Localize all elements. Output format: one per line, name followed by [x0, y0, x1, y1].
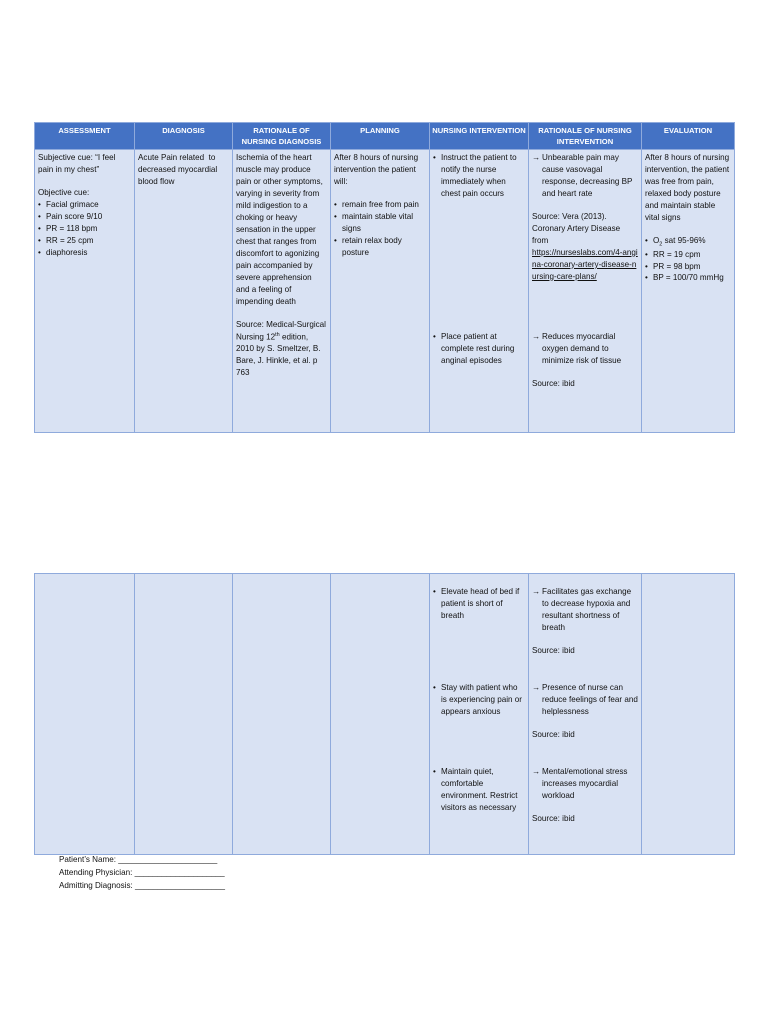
rationale-diagnosis-cell: [233, 574, 331, 855]
admitting-diagnosis-line: Admitting Diagnosis: ____________________: [59, 881, 226, 891]
intervention-item: • Place patient at complete rest during anginal episodes: [433, 332, 515, 365]
planning-intro: After 8 hours of nursing intervention the patient will:: [334, 153, 419, 186]
rationale-source: Source: Vera (2013). Coronary Artery Disease from: [532, 211, 621, 245]
header-evaluation: EVALUATION: [642, 123, 735, 150]
diagnosis-cell: [135, 150, 233, 433]
rationale-item: → Presence of nurse can reduce feelings of fear and helplessness Source: ibid: [532, 683, 641, 739]
header-rationale-intervention: RATIONALE OF NURSING INTERVENTION: [529, 123, 642, 150]
rationale-source: Source: ibid: [532, 645, 575, 655]
rationale-intervention-cell: [529, 150, 642, 433]
rationale-diagnosis-text: Ischemia of the heart muscle may produce pain or other symptoms, varying in severity from mild indigestion to a choking or heavy sensation in the upper chest that ranges from discomfort to agonizing pain accompanied by severe apprehension and a feeling of impending death: [236, 153, 323, 306]
intervention-item: • Elevate head of bed if patient is short of breath: [433, 587, 520, 620]
planning-cell: [331, 574, 430, 855]
table-row: [35, 574, 735, 855]
objective-cue-label: Objective cue:: [38, 187, 90, 197]
header-row: [35, 123, 735, 150]
intervention-cell: [430, 150, 529, 433]
intervention-item: • Instruct the patient to notify the nurse immediately when chest pain occurs: [433, 153, 517, 198]
header-intervention: NURSING INTERVENTION: [430, 123, 529, 150]
diagnosis-text: Acute Pain related to decreased myocardial blood flow: [138, 153, 220, 186]
header-assessment: ASSESSMENT: [35, 123, 135, 150]
diagnosis-cell: [135, 574, 233, 855]
evaluation-item: • $O_2$ sat 95-96%: [645, 235, 731, 249]
source-link[interactable]: https://nurseslabs.com/4-angina-coronary-artery-disease-nursing-care-plans/: [532, 247, 638, 281]
subjective-cue: Subjective cue: “I feel pain in my chest”: [38, 153, 118, 174]
care-plan-table-1: [34, 122, 735, 433]
table-row: [35, 150, 735, 433]
rationale-intervention-cell: [529, 574, 642, 855]
objective-item: • PR = 118 bpm: [38, 223, 131, 235]
header-planning: PLANNING: [331, 123, 430, 150]
rationale-item: → Facilitates gas exchange to decrease hypoxia and resultant shortness of breath Source: ibid: [532, 586, 638, 657]
evaluation-item: • PR = 98 bpm: [645, 261, 731, 273]
rationale-item: → Unbearable pain may cause vasovagal response, decreasing BP and heart rate: [532, 153, 635, 198]
evaluation-item: • RR = 19 cpm: [645, 249, 731, 261]
header-diagnosis: DIAGNOSIS: [135, 123, 233, 150]
rationale-diagnosis-source: Source: Medical-Surgical Nursing 12th edition, 2010 by S. Smeltzer, B. Bare, J. Hinkle, et al. p 763: [236, 319, 326, 378]
planning-cell: [331, 150, 430, 433]
care-plan-table-2: [34, 573, 735, 855]
rationale-item: → Mental/emotional stress increases myocardial workload Source: ibid: [532, 766, 638, 825]
objective-item: • RR = 25 cpm: [38, 235, 131, 247]
rationale-source: Source: ibid: [532, 729, 575, 739]
intervention-item: • Stay with patient who is experiencing pain or appears anxious: [433, 683, 522, 716]
planning-item: • maintain stable vital signs: [334, 211, 426, 235]
objective-item: • Pain score 9/10: [38, 211, 131, 223]
attending-physician-line: Attending Physician: ____________________: [59, 868, 225, 878]
objective-item: • Facial grimace: [38, 199, 131, 211]
assessment-cell: [35, 150, 135, 433]
objective-item: • diaphoresis: [38, 247, 131, 259]
evaluation-cell: [642, 150, 735, 433]
rationale-diagnosis-cell: [233, 150, 331, 433]
rationale-source: Source: ibid: [532, 378, 575, 388]
evaluation-text: After 8 hours of nursing intervention, the patient was free from pain, relaxed body posture and maintain stable vital signs: [645, 153, 730, 222]
assessment-cell: [35, 574, 135, 855]
rationale-item-2: → Reduces myocardial oxygen demand to minimize risk of tissue Source: ibid: [532, 331, 638, 390]
header-rationale-diagnosis: RATIONALE OF NURSING DIAGNOSIS: [233, 123, 331, 150]
patient-info: [59, 853, 225, 893]
intervention-cell: [430, 574, 529, 855]
planning-item: • remain free from pain: [334, 199, 426, 211]
rationale-source: Source: ibid: [532, 813, 575, 823]
evaluation-cell: [642, 574, 735, 855]
patient-name-line: Patient’s Name: ______________________: [59, 855, 218, 864]
planning-item: • retain relax body posture: [334, 235, 426, 259]
intervention-item: • Maintain quiet, comfortable environment. Restrict visitors as necessary: [433, 767, 518, 812]
evaluation-item: • BP = 100/70 mmHg: [645, 272, 731, 284]
